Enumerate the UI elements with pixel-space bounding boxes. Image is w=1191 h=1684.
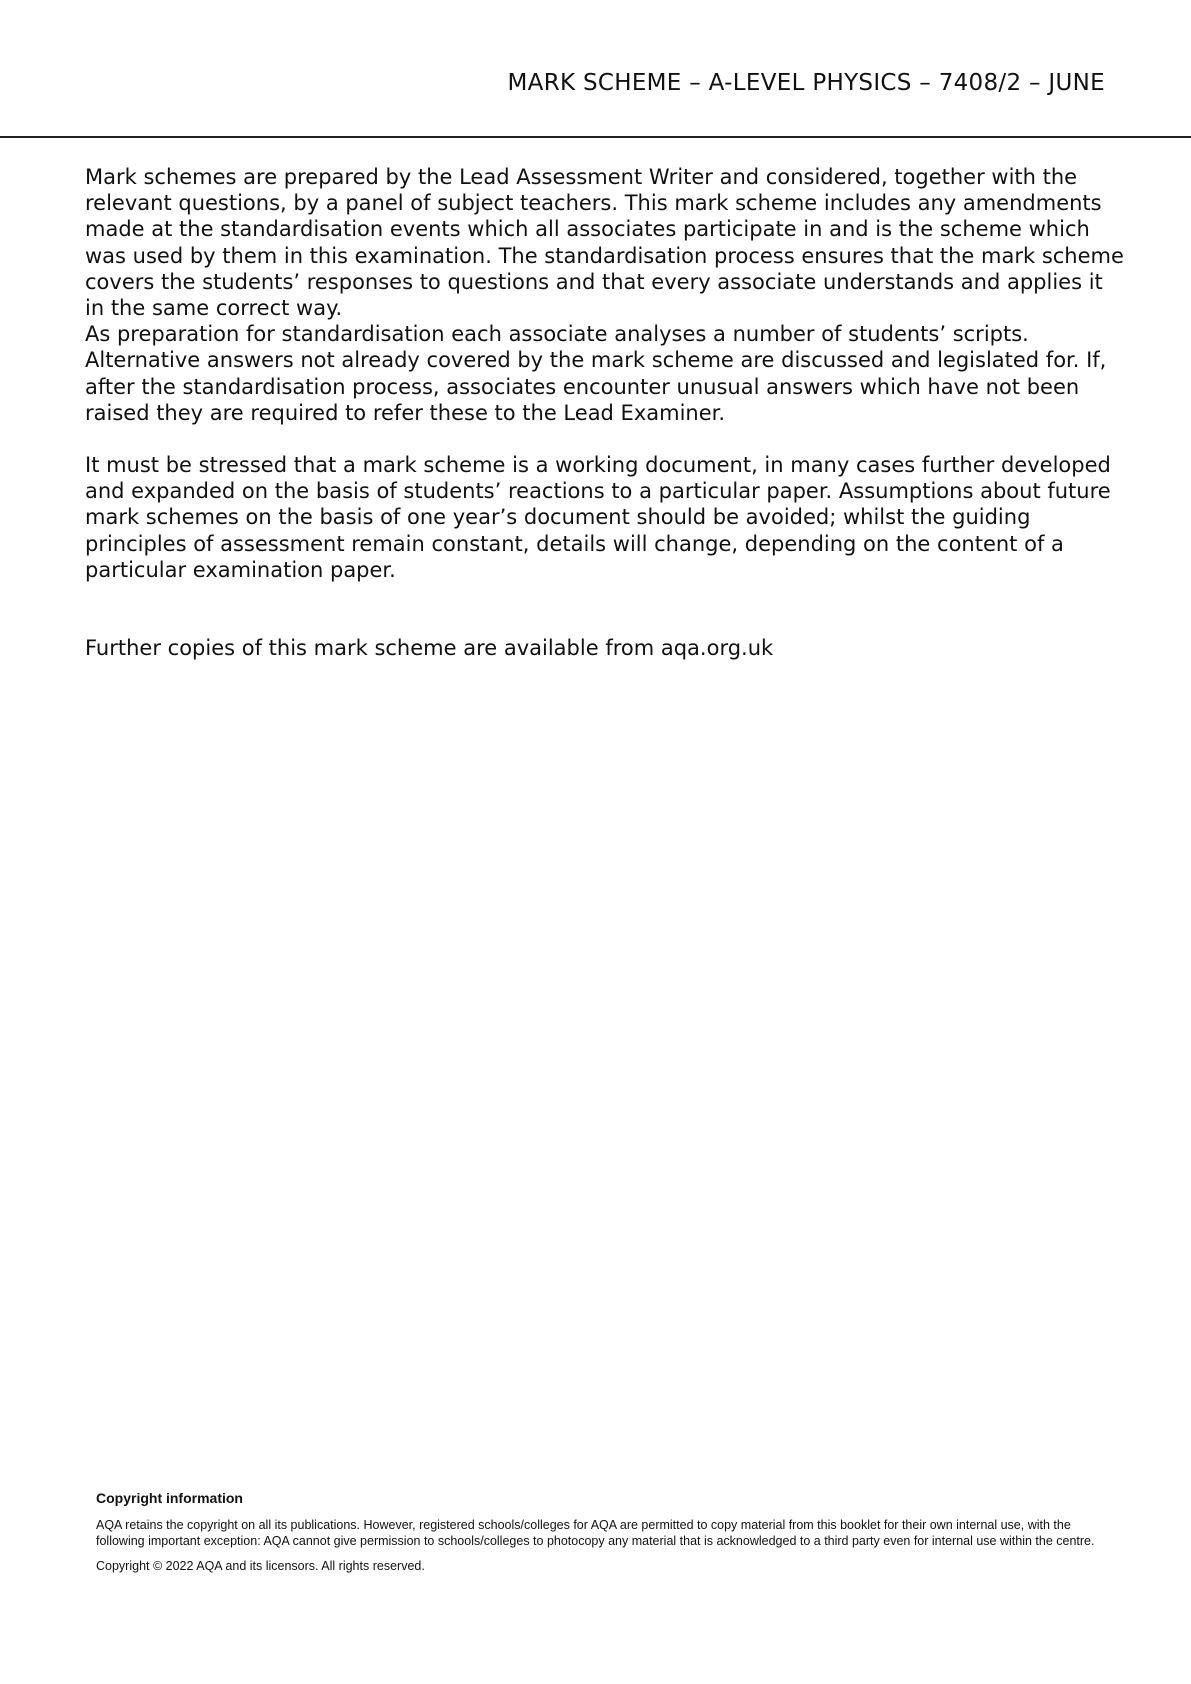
intro-block-working-document	[85, 452, 1125, 583]
intro-block-standardisation	[85, 164, 1125, 426]
intro-block-further-copies	[85, 635, 1125, 661]
intro-paragraph-1: Mark schemes are prepared by the Lead Assessment Writer and considered, together with the relevant questions, by a panel of subject teachers. This mark scheme includes any amendments made at the standardisation events which all associates participate in and is the scheme which was used by them in this examination. The standardisation process ensures that the mark scheme covers the students’ responses to questions and that every associate understands and applies it in the same correct way.	[85, 165, 1124, 321]
header-divider	[0, 136, 1191, 138]
intro-paragraph-3: It must be stressed that a mark scheme is a working document, in many cases further developed and expanded on the basis of students’ reactions to a particular paper. Assumptions about future mark schemes on the basis of one year’s document should be avoided; whilst the guiding principles of assessment remain constant, details will change, depending on the content of a particular examination paper.	[85, 453, 1111, 582]
copyright-text: AQA retains the copyright on all its publications. However, registered schools/colleges for AQA are permitted to copy material from this booklet for their own internal use, with the following important exception: AQA cannot give permission to schools/colleges to photocopy any material that is acknowledged to a third party even for internal use within the centre.	[96, 1518, 1095, 1548]
further-copies-text: Further copies of this mark scheme are available from aqa.org.uk	[85, 636, 774, 660]
copyright-heading: Copyright information	[96, 1490, 243, 1506]
page-header-title: MARK SCHEME – A-LEVEL PHYSICS – 7408/2 – JUNE	[507, 70, 1105, 96]
intro-paragraph-2: As preparation for standardisation each associate analyses a number of students’ scripts. Alternative answers not already covered by the mark scheme are discussed and legislated for. If, after the standardisation process, associates encounter unusual answers which have not been raised they are required to refer these to the Lead Examiner.	[85, 322, 1107, 425]
copyright-notice: Copyright © 2022 AQA and its licensors. All rights reserved.	[96, 1559, 425, 1573]
copyright-section	[96, 1490, 1096, 1573]
